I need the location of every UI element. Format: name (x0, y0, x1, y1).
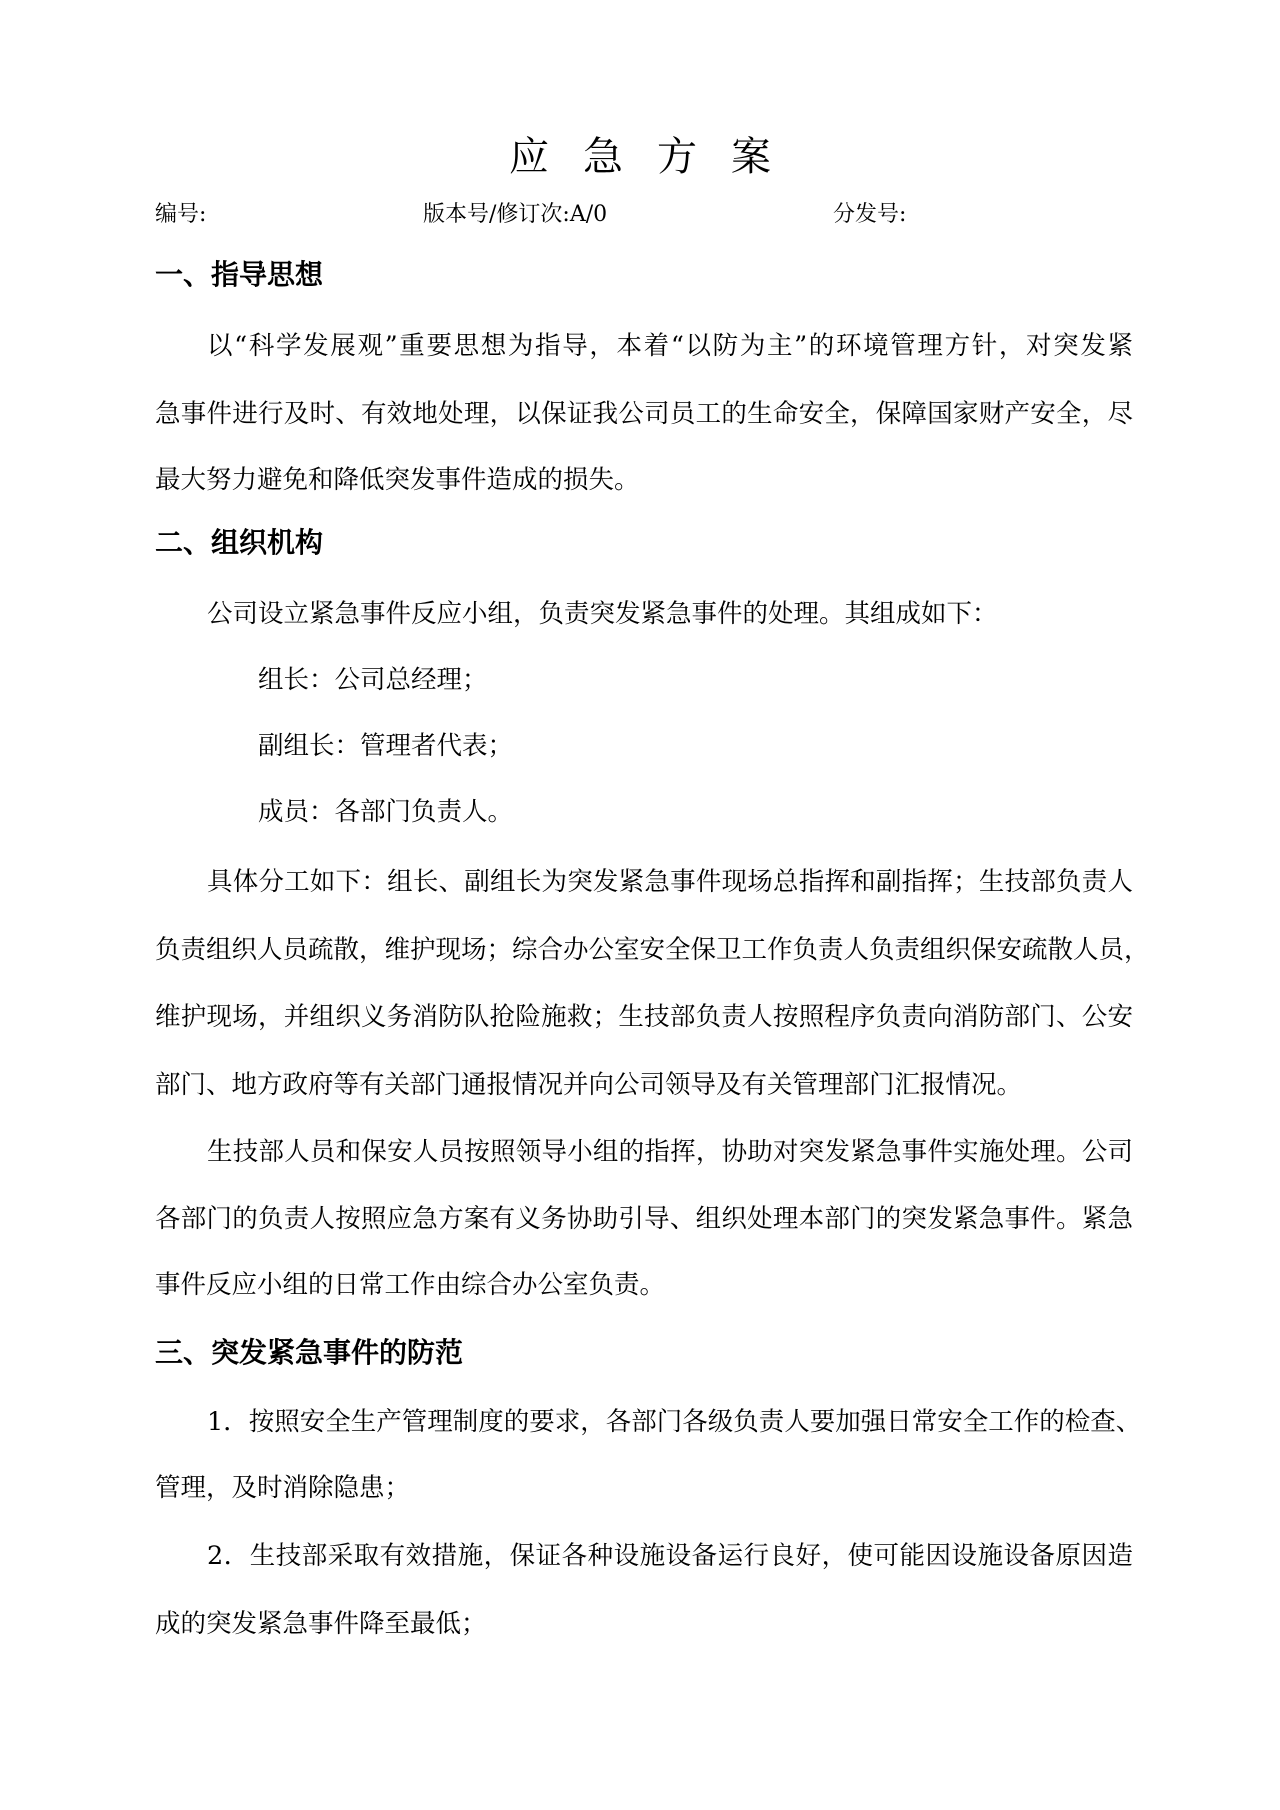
list-item-line: 管理，及时消除隐患； (155, 1473, 411, 1503)
paragraph-line: 事件反应小组的日常工作由综合办公室负责。 (155, 1270, 666, 1300)
paragraph-line: 具体分工如下：组长、副组长为突发紧急事件现场总指挥和副指挥；生技部负责人 (207, 867, 1133, 897)
paragraph-line: 最大努力避免和降低突发事件造成的损失。 (155, 465, 640, 495)
paragraph-line: 各部门的负责人按照应急方案有义务协助引导、组织处理本部门的突发紧急事件。紧急 (155, 1204, 1133, 1234)
list-item-line: 1．按照安全生产管理制度的要求，各部门各级负责人要加强日常安全工作的检查、 (207, 1407, 1142, 1437)
paragraph-line: 负责组织人员疏散，维护现场；综合办公室安全保卫工作负责人负责组织保安疏散人员， (155, 935, 1150, 965)
document-title: 应急方案 (509, 134, 805, 180)
member-line: 成员：各部门负责人。 (258, 797, 514, 827)
section-heading: 一、指导思想 (155, 258, 324, 291)
section-heading: 三、突发紧急事件的防范 (155, 1336, 464, 1369)
doc-number-label: 编号: (155, 202, 207, 227)
paragraph-line: 以“科学发展观”重要思想为指导，本着“以防为主”的环境管理方针，对突发紧 (207, 331, 1133, 361)
distribution-label: 分发号: (833, 202, 907, 227)
section-heading: 二、组织机构 (155, 526, 324, 559)
paragraph-line: 维护现场，并组织义务消防队抢险施救；生技部负责人按照程序负责向消防部门、公安 (155, 1002, 1133, 1032)
paragraph-line: 急事件进行及时、有效地处理，以保证我公司员工的生命安全，保障国家财产安全，尽 (155, 399, 1133, 429)
paragraph-line: 部门、地方政府等有关部门通报情况并向公司领导及有关管理部门汇报情况。 (155, 1070, 1023, 1100)
member-line: 副组长：管理者代表； (258, 731, 514, 761)
version-label: 版本号/修订次:A/0 (423, 202, 608, 227)
paragraph-line: 生技部人员和保安人员按照领导小组的指挥，协助对突发紧急事件实施处理。公司 (207, 1137, 1133, 1167)
paragraph-line: 公司设立紧急事件反应小组，负责突发紧急事件的处理。其组成如下： (207, 599, 998, 629)
list-item-line: 成的突发紧急事件降至最低； (155, 1609, 487, 1639)
member-line: 组长：公司总经理； (258, 665, 488, 695)
list-item-line: 2．生技部采取有效措施，保证各种设施设备运行良好，使可能因设施设备原因造 (207, 1541, 1133, 1571)
